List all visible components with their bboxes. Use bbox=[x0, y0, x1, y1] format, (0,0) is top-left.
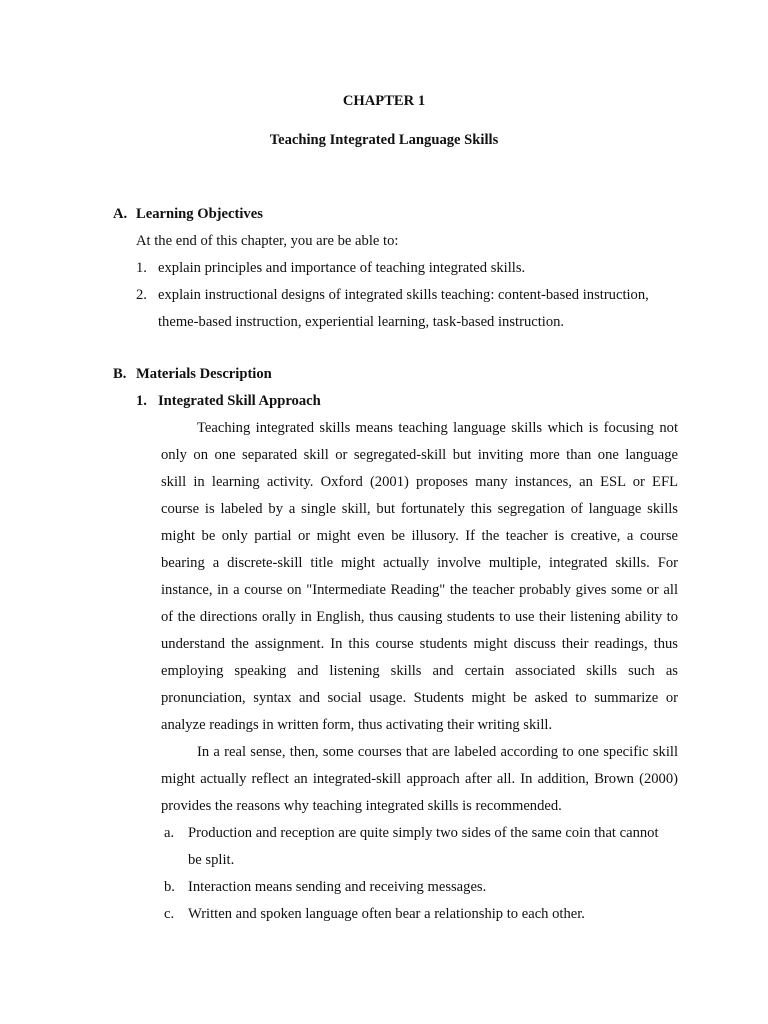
section-a-heading: Learning Objectives bbox=[136, 206, 263, 222]
subsection-heading: Integrated Skill Approach bbox=[158, 393, 321, 409]
paragraph-line: of the directions orally in English, thus causing students to use their listening ability to bbox=[161, 609, 678, 625]
reason-text: Interaction means sending and receiving messages. bbox=[188, 879, 487, 895]
objective-text: explain instructional designs of integrated skills teaching: content-based instruction, bbox=[158, 287, 649, 303]
objective-text: explain principles and importance of teaching integrated skills. bbox=[158, 260, 526, 276]
section-a-marker: A. bbox=[113, 206, 128, 222]
reason-text: Production and reception are quite simply two sides of the same coin that cannot bbox=[188, 825, 659, 841]
paragraph-line: might actually reflect an integrated-skill approach after all. In addition, Brown (2000) bbox=[161, 771, 678, 787]
objective-marker: 2. bbox=[136, 287, 147, 303]
reason-marker: c. bbox=[164, 906, 175, 922]
paragraph-line: might be only partial or might even be illusory. If the teacher is creative, a course bbox=[161, 528, 678, 544]
paragraph-line: skill in learning activity. Oxford (2001) proposes many instances, an ESL or EFL bbox=[161, 474, 678, 490]
reason-marker: b. bbox=[164, 879, 175, 895]
paragraph-line: only on one separated skill or segregated-skill but inviting more than one language bbox=[161, 447, 678, 463]
paragraph-line: pronunciation, syntax and social usage. Students might be asked to summarize or bbox=[161, 690, 678, 706]
paragraph-line: bearing a discrete-skill title might actually involve multiple, integrated skills. For bbox=[161, 555, 678, 571]
paragraph-line: provides the reasons why teaching integrated skills is recommended. bbox=[161, 798, 562, 814]
subsection-marker: 1. bbox=[136, 393, 147, 409]
paragraph-line: understand the assignment. In this course students might discuss their readings, thus bbox=[161, 636, 678, 652]
section-b-heading: Materials Description bbox=[136, 366, 272, 382]
paragraph-line: employing speaking and listening skills and certain associated skills such as bbox=[161, 663, 678, 679]
section-a-intro: At the end of this chapter, you are be able to: bbox=[136, 233, 399, 249]
paragraph-line: course is labeled by a single skill, but fortunately this segregation of language skills bbox=[161, 501, 678, 517]
reason-marker: a. bbox=[164, 825, 175, 841]
objective-marker: 1. bbox=[136, 260, 147, 276]
chapter-title: CHAPTER 1 bbox=[342, 93, 426, 109]
section-b-marker: B. bbox=[113, 366, 127, 382]
paragraph-line: Teaching integrated skills means teaching language skills which is focusing not bbox=[197, 420, 678, 436]
reason-text: Written and spoken language often bear a relationship to each other. bbox=[188, 906, 585, 922]
paragraph-line: analyze readings in written form, thus activating their writing skill. bbox=[161, 717, 553, 733]
chapter-subtitle: Teaching Integrated Language Skills bbox=[269, 132, 499, 148]
paragraph-line: In a real sense, then, some courses that are labeled according to one specific skill bbox=[197, 744, 678, 760]
reason-text-continued: be split. bbox=[188, 852, 235, 868]
paragraph-line: instance, in a course on "Intermediate Reading" the teacher probably gives some or all bbox=[161, 582, 678, 598]
objective-text-continued: theme-based instruction, experiential learning, task-based instruction. bbox=[158, 314, 565, 330]
